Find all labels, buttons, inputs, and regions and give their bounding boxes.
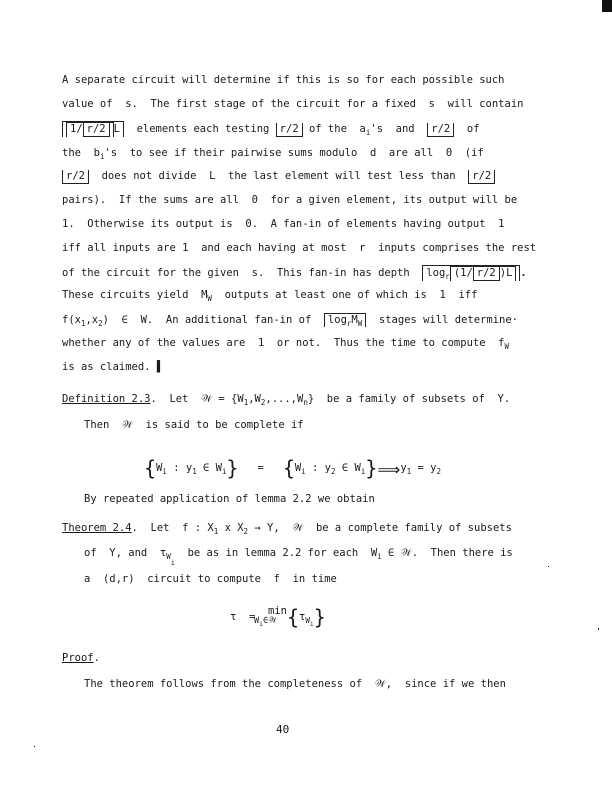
definition-heading: Definition 2.3. Let 𝒲 = $\{W_1,W_2,...,W_n\}$ be a family of subsets of Y. (62, 393, 511, 407)
display-equation: {$W_i$ : $y_1$ ∈ $W_i$} = {$W_i$ : $y_2$ ∈ $W_i\}⟹y_1 = y_2$ (144, 456, 441, 480)
display-equation: τ = min $W_i\in 𝒲$ $\{\tau_{Wi}\}$ (230, 605, 326, 629)
text-line: value of s. The first stage of the circuit for a fixed s will contain (62, 98, 524, 110)
text-line: 1/ r/2 L elements each testing r/2 of the $a_i's$ and r/2 of (62, 121, 480, 137)
theorem-heading: Theorem 2.4. Let f : $X_1$ x $X_2 \to Y$, 𝒲 be a complete family of subsets (62, 522, 512, 536)
scan-mark (602, 0, 612, 12)
scan-speck (34, 746, 35, 747)
text-line: $f(x_1,x_2)$ ∈ W. An additional fan-in of $\log_rM_W$ stages will determine· (62, 314, 518, 328)
text-line: a (d,r) circuit to compute f in time (84, 573, 337, 585)
text-line: Then 𝒲 is said to be complete if (84, 419, 304, 431)
text-line: the $b_i's$ to see if their pairwise sums modulo d are all 0 (if (62, 147, 484, 161)
text-line: is as claimed. ▌ (62, 361, 164, 373)
text-line: pairs). If the sums are all 0 for a given element, its output will be (62, 194, 518, 206)
page-number: 40 (276, 723, 290, 736)
text-line: The theorem follows from the completeness of 𝒲, since if we then (84, 678, 506, 690)
scan-speck (548, 566, 549, 567)
text-line: A separate circuit will determine if this is so for each possible such (62, 74, 505, 86)
text-line: These circuits yield $M_W$ outputs at least one of which is 1 iff (62, 289, 478, 303)
text-line: of Y, and $\tau_{Wi}$ be as in lemma 2.2 for each $W_i$ ∈ 𝒲. Then there is (84, 547, 513, 567)
text-line: r/2 does not divide L the last element will test less than r/2 (62, 170, 495, 184)
proof-heading: Proof. (62, 652, 100, 664)
scan-speck (598, 628, 599, 630)
text-line: 1. Otherwise its output is 0. A fan-in of elements having output 1 (62, 218, 505, 230)
text-line: By repeated application of lemma 2.2 we obtain (84, 493, 375, 505)
text-line: iff all inputs are 1 and each having at most r inputs comprises the rest (62, 242, 537, 254)
text-line: of the circuit for the given s. This fan-in has depth $\log_r (1/$ r/2 )L . (62, 267, 527, 281)
text-line: whether any of the values are 1 or not. Thus the time to compute $f_W$ (62, 337, 510, 351)
